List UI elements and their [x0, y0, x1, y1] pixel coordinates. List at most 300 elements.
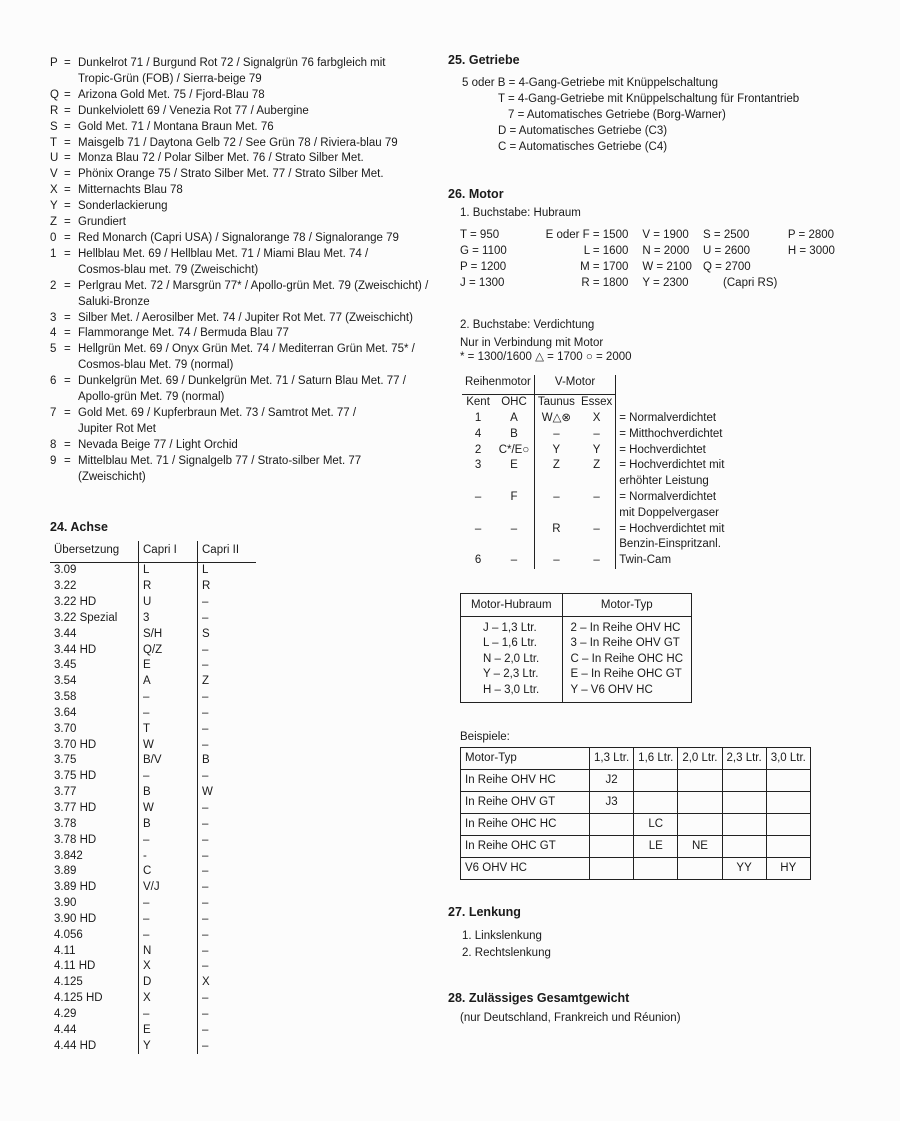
- achse-cell: 3.89 HD: [54, 881, 97, 894]
- color-equals: [64, 72, 78, 88]
- achse-row: [50, 849, 256, 865]
- color-code-row: [50, 263, 442, 279]
- achse-row: [50, 817, 256, 833]
- color-equals: [64, 470, 78, 486]
- color-equals: =: [64, 406, 71, 419]
- hubraum-cell: P = 1200: [460, 260, 507, 273]
- verdichtung-cell: 2: [474, 443, 482, 456]
- color-equals: =: [64, 184, 71, 197]
- achse-cell: –: [198, 1023, 257, 1039]
- achse-cell: B/V: [139, 753, 198, 769]
- verdichtung-cell: Z: [534, 458, 578, 474]
- color-equals: =: [64, 231, 71, 244]
- color-equals: [64, 295, 78, 311]
- color-description: (Zweischicht): [78, 470, 146, 483]
- achse-cell: –: [198, 912, 257, 928]
- color-description: Flammorange Met. 74 / Bermuda Blau 77: [78, 327, 289, 340]
- color-code-row: [50, 215, 442, 231]
- color-code: 6: [50, 375, 57, 388]
- achse-row: [50, 880, 256, 896]
- verd-head-kent: Kent: [466, 396, 490, 409]
- color-code-row: [50, 136, 442, 152]
- color-code-row: [50, 326, 442, 342]
- beispiele-cell: [590, 813, 634, 835]
- achse-row: [50, 975, 256, 991]
- achse-cell: –: [198, 722, 257, 738]
- verdichtung-cell: 3: [474, 459, 482, 472]
- beispiele-cell: [634, 791, 678, 813]
- beispiele-row: [461, 769, 811, 791]
- color-description: Red Monarch (Capri USA) / Signalorange 78 / Signalorange 79: [78, 231, 399, 244]
- achse-row: [50, 722, 256, 738]
- hubraum-row: [448, 275, 848, 291]
- achse-cell: D: [139, 975, 198, 991]
- achse-cell: –: [139, 706, 198, 722]
- achse-row: [50, 738, 256, 754]
- achse-cell: 3.54: [54, 675, 77, 688]
- verdichtung-cell: –: [510, 522, 518, 535]
- beispiele-cell: In Reihe OHV GT: [461, 791, 590, 813]
- achse-cell: 3.89: [54, 865, 77, 878]
- beispiele-cell: LE: [634, 835, 678, 857]
- motor-sub-verdichtung: 2. Buchstabe: Verdichtung: [460, 319, 595, 332]
- motor-sub-hubraum: 1. Buchstabe: Hubraum: [460, 206, 581, 219]
- hubraum-cell: U = 2600: [703, 244, 751, 257]
- verdichtung-cell: Twin-Cam: [616, 553, 728, 569]
- achse-row: [50, 769, 256, 785]
- beispiele-cell: In Reihe OHV HC: [461, 769, 590, 791]
- verdichtung-row: [462, 506, 727, 522]
- color-code-row: [50, 295, 442, 311]
- verdichtung-cell: [578, 474, 616, 490]
- beispiele-cell: V6 OHV HC: [461, 857, 590, 879]
- achse-cell: Y: [139, 1039, 198, 1055]
- getriebe-line: T = 4-Gang-Getriebe mit Knüppelschaltung für Frontantrieb: [498, 92, 800, 105]
- achse-header-uebersetzung: Übersetzung: [50, 541, 139, 562]
- achse-cell: 4.11 HD: [54, 960, 96, 973]
- achse-cell: 3.45: [54, 659, 77, 672]
- achse-cell: W: [139, 738, 198, 754]
- color-equals: =: [64, 88, 71, 101]
- verdichtung-cell: –: [593, 554, 600, 567]
- achse-cell: 3.64: [54, 706, 77, 719]
- beispiele-cell: [590, 835, 634, 857]
- verdichtung-row: [462, 490, 727, 506]
- beispiele-cell: [590, 857, 634, 879]
- beispiele-cell: In Reihe OHC GT: [461, 835, 590, 857]
- beispiele-cell: [678, 813, 722, 835]
- color-description: Silber Met. / Aerosilber Met. 74 / Jupiter Rot Met. 77 (Zweischicht): [78, 311, 413, 324]
- beispiele-cell: J3: [590, 791, 634, 813]
- color-code-row: [50, 438, 442, 454]
- color-code: 7: [50, 406, 57, 419]
- achse-cell: 3.70: [54, 722, 77, 735]
- achse-cell: 3.09: [54, 564, 77, 577]
- achse-cell: –: [139, 1007, 198, 1023]
- beispiele-cell: J2: [590, 769, 634, 791]
- color-equals: =: [64, 57, 71, 69]
- verdichtung-cell: E: [510, 459, 518, 472]
- achse-cell: 3.90: [54, 897, 77, 910]
- verdichtung-row: [462, 443, 727, 459]
- achse-title: 24. Achse: [50, 520, 108, 535]
- achse-row: [50, 944, 256, 960]
- verd-group-reihenmotor: Reihenmotor: [462, 375, 534, 394]
- motor-typ-row: [461, 652, 692, 667]
- verdichtung-cell: 6: [474, 554, 482, 567]
- achse-cell: –: [198, 849, 257, 865]
- color-code-row: [50, 72, 442, 88]
- beispiele-cell: [678, 791, 722, 813]
- color-code-row: [50, 151, 442, 167]
- achse-row: [50, 611, 256, 627]
- color-code: 4: [50, 327, 57, 340]
- color-description: Cosmos-blau Met. 79 (normal): [78, 359, 234, 372]
- achse-row: [50, 801, 256, 817]
- achse-cell: 3.78: [54, 817, 77, 830]
- color-code: R: [50, 104, 59, 117]
- beispiele-row: [461, 791, 811, 813]
- achse-row: [50, 864, 256, 880]
- achse-cell: –: [198, 896, 257, 912]
- color-code-row: [50, 183, 442, 199]
- achse-cell: E: [139, 1023, 198, 1039]
- achse-row: [50, 959, 256, 975]
- color-equals: =: [64, 311, 71, 324]
- verd-head-essex: Essex: [580, 396, 613, 409]
- achse-cell: B: [139, 817, 198, 833]
- motor-typ-row: [461, 667, 692, 682]
- achse-row: [50, 928, 256, 944]
- achse-cell: 4.125: [54, 976, 83, 989]
- beispiele-cell: [678, 769, 722, 791]
- achse-cell: C: [139, 864, 198, 880]
- motor-typ-row: [461, 636, 692, 651]
- color-code: [50, 358, 64, 374]
- verdichtung-cell: [578, 537, 616, 553]
- achse-cell: 3.44: [54, 627, 77, 640]
- color-code: U: [50, 152, 59, 165]
- color-equals: =: [64, 168, 71, 181]
- achse-cell: –: [198, 833, 257, 849]
- verdichtung-cell: [462, 537, 494, 553]
- achse-cell: L: [139, 563, 198, 579]
- color-code: Y: [50, 200, 58, 213]
- achse-header-capri-2: Capri II: [198, 541, 257, 562]
- verdichtung-cell: Z: [593, 459, 601, 472]
- achse-cell: 3.44 HD: [54, 643, 97, 656]
- achse-row: [50, 690, 256, 706]
- color-code-row: [50, 247, 442, 263]
- color-code-row: [50, 342, 442, 358]
- color-description: Dunkelrot 71 / Burgund Rot 72 / Signalgrün 76 farbgleich mit: [78, 57, 386, 69]
- color-code: [50, 470, 64, 486]
- achse-cell: N: [139, 944, 198, 960]
- achse-cell: –: [139, 690, 198, 706]
- verdichtung-cell: –: [510, 554, 518, 567]
- achse-cell: –: [198, 769, 257, 785]
- achse-cell: –: [139, 896, 198, 912]
- verdichtung-cell: Y: [534, 443, 578, 459]
- achse-cell: R: [198, 579, 257, 595]
- beispiele-cell: In Reihe OHC HC: [461, 813, 590, 835]
- beispiele-header: 2,0 Ltr.: [678, 747, 722, 769]
- verdichtung-row: [462, 522, 727, 538]
- beispiele-cell: [722, 813, 766, 835]
- right-column: [448, 52, 848, 1024]
- achse-cell: L: [198, 563, 257, 579]
- achse-cell: Q/Z: [139, 643, 198, 659]
- achse-cell: V/J: [139, 880, 198, 896]
- color-code: S: [50, 120, 58, 133]
- verdichtung-cell: –: [474, 522, 482, 535]
- achse-row: [50, 579, 256, 595]
- verdichtung-cell: [494, 537, 534, 553]
- color-description: Dunkelgrün Met. 69 / Dunkelgrün Met. 71 / Saturn Blau Met. 77 /: [78, 375, 406, 388]
- color-equals: =: [64, 136, 71, 149]
- achse-cell: T: [139, 722, 198, 738]
- color-code: [50, 422, 64, 438]
- color-description: Gold Met. 71 / Montana Braun Met. 76: [78, 120, 274, 133]
- verdichtung-cell: erhöhter Leistung: [616, 474, 728, 490]
- color-code: 8: [50, 438, 57, 451]
- color-description: Saluki-Bronze: [78, 295, 150, 308]
- color-equals: =: [64, 152, 71, 165]
- beispiele-cell: LC: [634, 813, 678, 835]
- color-code: [50, 263, 64, 279]
- achse-header-capri-1: Capri I: [139, 541, 198, 562]
- color-description: Hellblau Met. 69 / Hellblau Met. 71 / Miami Blau Met. 74 /: [78, 247, 369, 260]
- achse-cell: W: [198, 785, 257, 801]
- color-code: [50, 295, 64, 311]
- achse-cell: B: [139, 785, 198, 801]
- beispiele-table: [460, 747, 811, 880]
- achse-cell: –: [198, 1039, 257, 1055]
- verd-head-blank: [616, 395, 728, 411]
- achse-cell: 4.056: [54, 928, 83, 941]
- verdichtung-row: [462, 474, 727, 490]
- verdichtung-cell: 1: [474, 411, 482, 424]
- verdichtung-cell: = Normalverdichtet: [616, 411, 728, 427]
- beispiele-cell: YY: [722, 857, 766, 879]
- verdichtung-cell: Benzin-Einspritzanl.: [616, 537, 728, 553]
- beispiele-row: [461, 857, 811, 879]
- verdichtung-cell: F: [510, 490, 518, 503]
- getriebe-line: 7 = Automatisches Getriebe (Borg-Warner): [508, 108, 726, 121]
- verdichtung-cell: [578, 506, 616, 522]
- color-equals: =: [64, 216, 71, 229]
- verdichtung-cell: A: [510, 411, 518, 424]
- color-description: Sonderlackierung: [78, 200, 168, 213]
- color-code-row: [50, 454, 442, 470]
- verdichtung-table: [462, 375, 727, 569]
- verdichtung-cell: [462, 474, 494, 490]
- achse-cell: –: [198, 595, 257, 611]
- achse-cell: 3.70 HD: [54, 738, 97, 751]
- verdichtung-cell: = Hochverdichtet mit: [616, 522, 728, 538]
- verdichtung-cell: mit Doppelvergaser: [616, 506, 728, 522]
- color-equals: [64, 390, 78, 406]
- color-equals: =: [64, 104, 71, 117]
- color-description: Tropic-Grün (FOB) / Sierra-beige 79: [78, 72, 262, 85]
- verdichtung-row: [462, 427, 727, 443]
- motor-typ-table: [460, 593, 692, 703]
- verd-head-ohc: OHC: [501, 396, 527, 409]
- verdichtung-cell: [534, 474, 578, 490]
- achse-row: [50, 1039, 256, 1055]
- verdichtung-cell: C*/E○: [498, 443, 530, 456]
- achse-cell: –: [198, 643, 257, 659]
- motor-hubraum-cell: J – 1,3 Ltr.: [483, 621, 537, 634]
- achse-cell: 3.58: [54, 691, 77, 704]
- achse-cell: B: [198, 753, 257, 769]
- getriebe-line: C = Automatisches Getriebe (C4): [498, 140, 668, 153]
- verdichtung-legend: * = 1300/1600 △ = 1700 ○ = 2000: [460, 351, 632, 364]
- color-description: Maisgelb 71 / Daytona Gelb 72 / See Grün 78 / Riviera-blau 79: [78, 136, 398, 149]
- achse-cell: –: [198, 801, 257, 817]
- hubraum-cell: E oder F = 1500: [545, 228, 629, 241]
- hubraum-cell: R = 1800: [581, 277, 629, 290]
- achse-cell: 3.77 HD: [54, 801, 97, 814]
- beispiele-cell: [766, 813, 810, 835]
- achse-cell: –: [198, 928, 257, 944]
- achse-row: [50, 706, 256, 722]
- achse-cell: –: [198, 611, 257, 627]
- achse-cell: X: [139, 959, 198, 975]
- beispiele-cell: [678, 857, 722, 879]
- hubraum-row: [448, 243, 848, 259]
- beispiele-label: Beispiele:: [460, 730, 510, 743]
- color-description: Jupiter Rot Met: [78, 422, 156, 435]
- color-code-row: [50, 406, 442, 422]
- verdichtung-cell: Y: [592, 443, 601, 456]
- achse-row: [50, 658, 256, 674]
- verdichtung-cell: R: [534, 522, 578, 538]
- color-code: 5: [50, 343, 57, 356]
- left-column: [50, 56, 442, 1054]
- motor-typ-row: [461, 683, 692, 703]
- achse-cell: 3.77: [54, 786, 77, 799]
- achse-cell: –: [198, 880, 257, 896]
- hubraum-cell: [788, 259, 848, 275]
- verdichtung-cell: = Mitthochverdichtet: [616, 427, 728, 443]
- verd-group-blank: [616, 375, 728, 394]
- verdichtung-cell: –: [593, 490, 600, 503]
- verdichtung-cell: [462, 506, 494, 522]
- beispiele-header: 2,3 Ltr.: [722, 747, 766, 769]
- hubraum-cell: [788, 275, 848, 291]
- color-code-row: [50, 56, 442, 72]
- color-code: [50, 72, 64, 88]
- achse-row: [50, 896, 256, 912]
- achse-row: [50, 627, 256, 643]
- achse-row: [50, 595, 256, 611]
- color-description: Arizona Gold Met. 75 / Fjord-Blau 78: [78, 88, 265, 101]
- motor-typ-cell: 3 – In Reihe OHV GT: [562, 636, 691, 651]
- verdichtung-cell: = Hochverdichtet mit: [616, 458, 728, 474]
- achse-cell: S: [198, 627, 257, 643]
- beispiele-header: 1,6 Ltr.: [634, 747, 678, 769]
- color-description: Dunkelviolett 69 / Venezia Rot 77 / Aubergine: [78, 104, 309, 117]
- achse-row: [50, 643, 256, 659]
- achse-cell: 3.75: [54, 754, 77, 767]
- color-description: Monza Blau 72 / Polar Silber Met. 76 / Strato Silber Met.: [78, 152, 364, 165]
- achse-cell: R: [139, 579, 198, 595]
- getriebe-line: D = Automatisches Getriebe (C3): [498, 124, 668, 137]
- color-code: [50, 390, 64, 406]
- color-code: V: [50, 168, 58, 181]
- motor-hubraum-cell: H – 3,0 Ltr.: [483, 683, 540, 696]
- achse-cell: –: [198, 817, 257, 833]
- achse-cell: –: [198, 864, 257, 880]
- color-code-row: [50, 374, 442, 390]
- beispiele-cell: [722, 791, 766, 813]
- hubraum-cell: L = 1600: [583, 244, 629, 257]
- color-description: Mittelblau Met. 71 / Signalgelb 77 / Strato-silber Met. 77: [78, 454, 362, 467]
- color-code: T: [50, 136, 58, 149]
- hubraum-cell: N = 2000: [642, 244, 690, 257]
- verdichtung-cell: –: [593, 427, 600, 440]
- color-equals: =: [64, 454, 71, 467]
- achse-cell: 3.22 Spezial: [54, 611, 118, 624]
- achse-cell: 3.90 HD: [54, 912, 97, 925]
- achse-cell: –: [198, 959, 257, 975]
- achse-row: [50, 674, 256, 690]
- color-code-row: [50, 422, 442, 438]
- color-description: Perlgrau Met. 72 / Marsgrün 77* / Apollo-grün Met. 79 (Zweischicht) /: [78, 279, 429, 292]
- getriebe-title: 25. Getriebe: [448, 53, 520, 67]
- color-code: 1: [50, 247, 57, 260]
- color-code: 0: [50, 231, 57, 244]
- achse-table: [50, 541, 256, 1054]
- verdichtung-cell: = Normalverdichtet: [616, 490, 728, 506]
- verdichtung-note: Nur in Verbindung mit Motor: [460, 337, 604, 350]
- mh-head-hubraum: Motor-Hubraum: [461, 593, 563, 616]
- beispiele-cell: [722, 769, 766, 791]
- beispiele-row: [461, 813, 811, 835]
- color-code-row: [50, 231, 442, 247]
- color-code: P: [50, 57, 58, 69]
- color-code-row: [50, 88, 442, 104]
- achse-row: [50, 785, 256, 801]
- lenkung-list: [448, 928, 848, 962]
- lenkung-item: 2. Rechtslenkung: [462, 946, 551, 959]
- motor-typ-cell: 2 – In Reihe OHV HC: [562, 616, 691, 636]
- achse-cell: S/H: [139, 627, 198, 643]
- hubraum-cell: S = 2500: [703, 228, 750, 241]
- achse-cell: X: [139, 991, 198, 1007]
- motor-typ-row: [461, 616, 692, 636]
- beispiele-cell: [722, 835, 766, 857]
- achse-cell: –: [139, 928, 198, 944]
- achse-cell: –: [198, 658, 257, 674]
- verdichtung-cell: –: [593, 522, 600, 535]
- achse-cell: E: [139, 658, 198, 674]
- motor-typ-cell: C – In Reihe OHC HC: [562, 652, 691, 667]
- verdichtung-cell: [534, 506, 578, 522]
- color-code-row: [50, 358, 442, 374]
- hubraum-row: [448, 227, 848, 243]
- color-equals: =: [64, 438, 71, 451]
- achse-cell: –: [198, 706, 257, 722]
- verdichtung-cell: [534, 537, 578, 553]
- color-description: Gold Met. 69 / Kupferbraun Met. 73 / Samtrot Met. 77 /: [78, 406, 357, 419]
- achse-cell: 3.22: [54, 580, 77, 593]
- beispiele-cell: NE: [678, 835, 722, 857]
- achse-cell: –: [139, 769, 198, 785]
- achse-cell: –: [139, 912, 198, 928]
- hubraum-row: [448, 259, 848, 275]
